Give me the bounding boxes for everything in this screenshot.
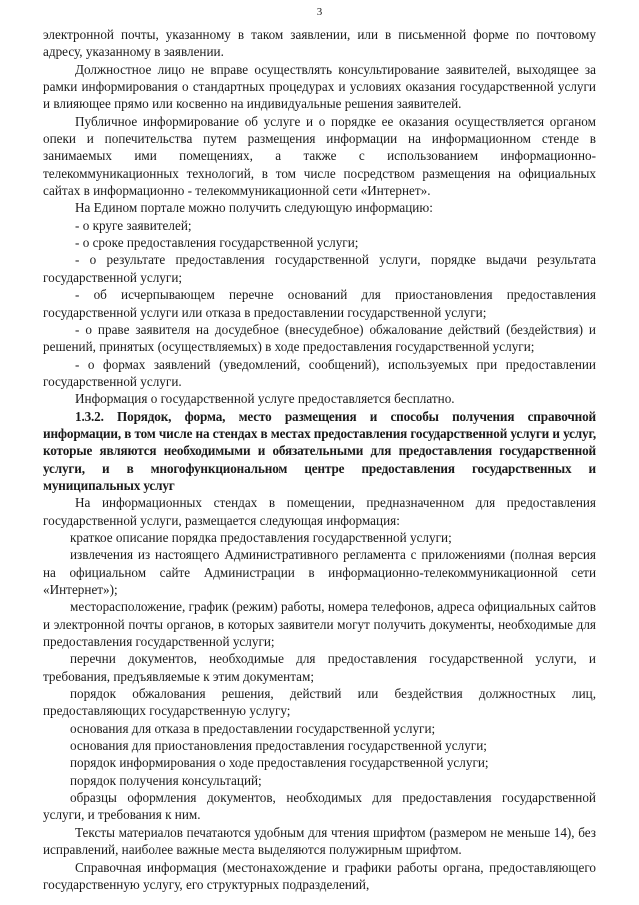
stand-item-appeal-procedure: порядок обжалования решения, действий или бездействия должностных лиц, предоставляющих государственную услугу; <box>43 686 596 719</box>
paragraph-unified-portal: На Едином портале можно получить следующую информацию: <box>75 200 433 216</box>
stand-item-document-lists: перечни документов, необходимые для предоставления государственной услуги, и требования, предъявляемые к этим документам; <box>43 651 596 684</box>
stand-item-refusal-grounds: основания для отказа в предоставлении государственной услуги; <box>70 720 436 736</box>
paragraph-email-continuation: электронной почты, указанному в таком заявлении, или в письменной форме по почтовому адресу, указанному в заявлении. <box>43 27 596 60</box>
stand-item-description: краткое описание порядка предоставления государственной услуги; <box>70 529 452 545</box>
paragraph-info-stands: На информационных стендах в помещении, предназначенном для предоставления государственной услуги, размещается следующая информация: <box>43 495 596 528</box>
list-item-result: - о результате предоставления государственной услуги, порядке выдачи результата государственной услуги; <box>43 252 596 285</box>
stand-item-consultations: порядок получения консультаций; <box>70 772 262 788</box>
stand-item-regulation-extracts: извлечения из настоящего Административного регламента с приложениями (полная версия на официальном сайте Администрации в информационно-телекоммуникационной сети «Интернет»); <box>43 547 596 597</box>
paragraph-reference-info: Справочная информация (местонахождение и графики работы органа, предоставляющего государственную услугу, его структурных подразделений, <box>43 859 596 892</box>
list-item-appeal-right: - о праве заявителя на досудебное (внесудебное) обжалование действий (бездействия) и решений, принятых (осуществляемых) в ходе предоставления государственной услуги; <box>43 321 596 355</box>
list-item-suspension-grounds: - об исчерпывающем перечне оснований для приостановления предоставления государственной услуги или отказа в предоставлении государственной услуги; <box>43 287 596 320</box>
paragraph-consulting-limits: Должностное лицо не вправе осуществлять консультирование заявителей, выходящее за рамки информирования о стандартных процедурах и условиях оказания государственной услуги и влияющее прямо или косвенно на индивидуальные решения заявителей. <box>43 61 596 112</box>
list-item-term: - о сроке предоставления государственной услуги; <box>75 235 359 251</box>
page-number: 3 <box>316 6 323 18</box>
list-item-forms: - о формах заявлений (уведомлений, сообщений), используемых при предоставлении государственной услуги. <box>43 356 596 389</box>
stand-item-progress-informing: порядок информирования о ходе предоставления государственной услуги; <box>70 755 489 771</box>
document-page <box>43 6 596 893</box>
paragraph-font-requirements: Тексты материалов печатаются удобным для чтения шрифтом (размером не меньше 14), без исправлений, наиболее важные места выделяются полужирным шрифтом. <box>43 824 596 858</box>
stand-item-location-schedule: месторасположение, график (режим) работы, номера телефонов, адреса официальных сайтов и электронной почты органов, в которых заявители могут получить документы, необходимые для предоставления государственной услуги; <box>43 599 596 650</box>
section-heading-1-3-2: 1.3.2. Порядок, форма, место размещения и способы получения справочной информации, в том числе на стендах в местах предоставления государственной услуги и услуг, которые являются необходимыми и обязательными для предоставления государственной услуги, и в многофункциональном центре предоставления государственных и муниципальных услуг <box>43 408 596 493</box>
list-item-applicants: - о круге заявителей; <box>75 217 192 233</box>
paragraph-free-of-charge: Информация о государственной услуге предоставляется бесплатно. <box>75 391 455 407</box>
stand-item-suspension-grounds: основания для приостановления предоставления государственной услуги; <box>70 738 487 754</box>
stand-item-document-samples: образцы оформления документов, необходимых для предоставления государственной услуги, и требования к ним. <box>43 790 596 823</box>
paragraph-public-informing: Публичное информирование об услуге и о порядке ее оказания осуществляется органом опеки и попечительства путем размещения информации на информационном стенде в занимаемых ими помещениях, а также с использованием информационно-телекоммуникационных технологий, в том числе посредством размещения на официальных сайтах в информационно - телекоммуникационной сети «Интернет». <box>43 113 596 199</box>
